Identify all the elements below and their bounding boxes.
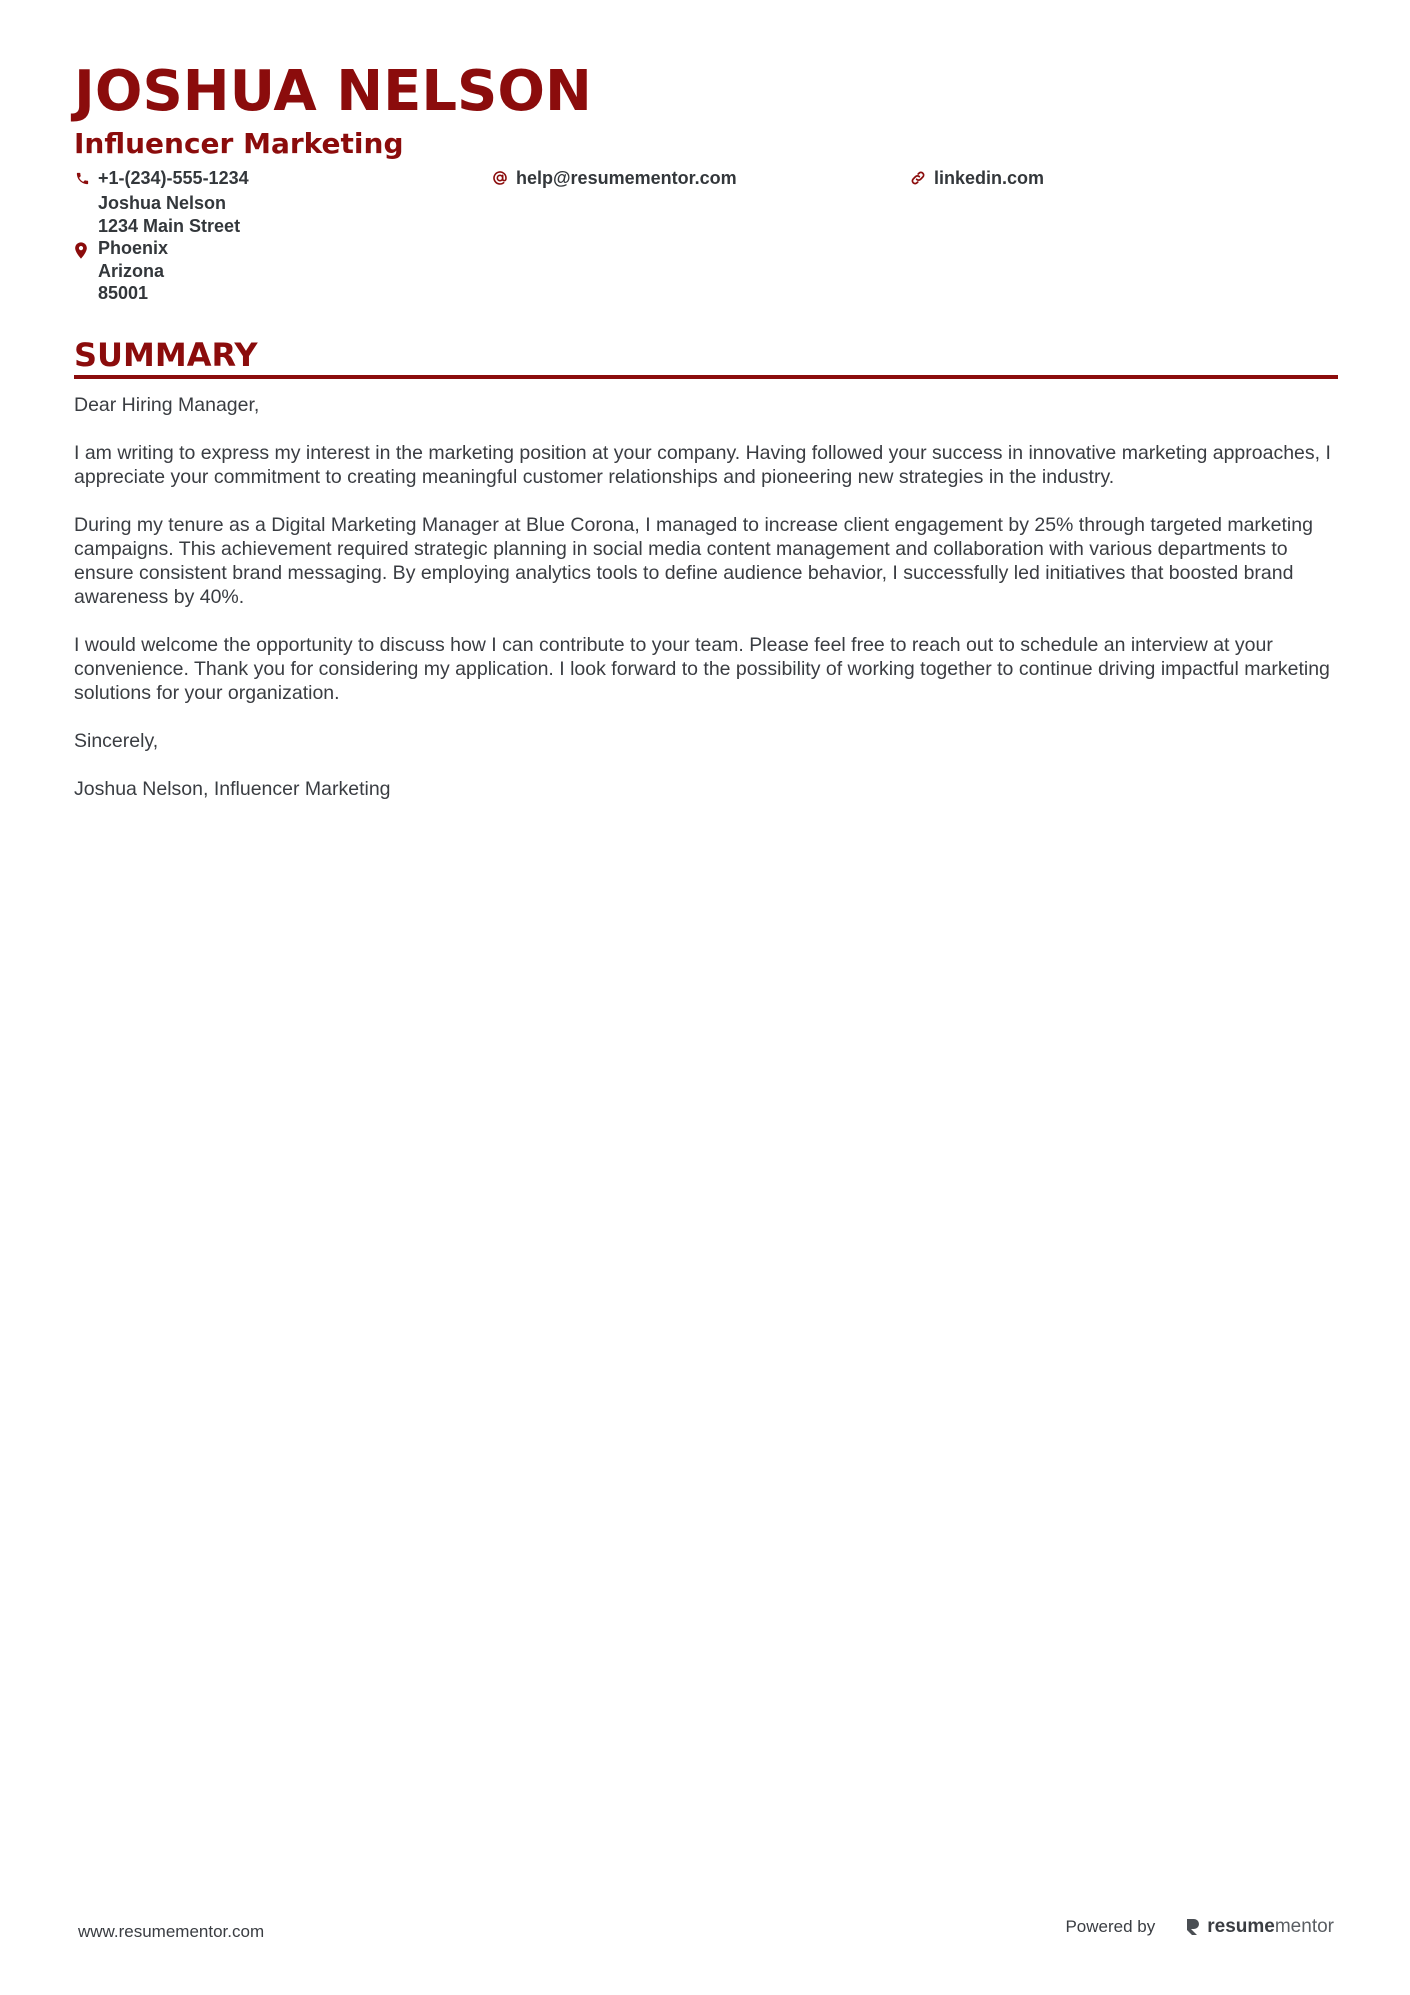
- brand-name-bold: resume: [1207, 1916, 1275, 1937]
- contact-email[interactable]: [492, 166, 737, 190]
- letter-signature: Joshua Nelson, Influencer Marketing: [74, 777, 391, 800]
- section-title-summary: SUMMARY: [74, 335, 258, 374]
- letter-paragraph: I am writing to express my interest in the marketing position at your company. Having followed your success in innovative marketing approaches, I appreciate your commitment to creating meaningful customer relationships and pioneering new strategies in the industry.: [74, 441, 1331, 488]
- address-line: 85001: [98, 283, 149, 303]
- letter-paragraph: During my tenure as a Digital Marketing Manager at Blue Corona, I managed to increase client engagement by 25% through targeted marketing campaigns. This achievement required strategic planning in social media content management and collaboration with various departments to ensure consistent brand messaging. By employing analytics tools to define audience behavior, I successfully led initiatives that boosted brand awareness by 40%.: [74, 513, 1313, 608]
- link-icon: [910, 170, 926, 186]
- contact-row: [74, 166, 1338, 190]
- address-line: Arizona: [98, 260, 165, 281]
- contact-address: [74, 192, 1338, 305]
- address-line: 1234 Main Street: [98, 215, 241, 236]
- at-icon: [492, 170, 508, 186]
- letter-closing: Sincerely,: [74, 729, 159, 752]
- resumementor-logo-icon: [1185, 1917, 1201, 1937]
- contact-phone[interactable]: [74, 166, 249, 190]
- footer-website-link[interactable]: www.resumementor.com: [78, 1922, 265, 1941]
- address-line: Phoenix: [98, 238, 169, 258]
- cover-letter-body: [74, 393, 1338, 801]
- candidate-name: JOSHUA NELSON: [74, 59, 592, 124]
- contact-website[interactable]: [910, 166, 1044, 190]
- footer-branding: [1065, 1916, 1334, 1938]
- phone-icon: [74, 170, 90, 186]
- letter-paragraph: I would welcome the opportunity to discuss how I can contribute to your team. Please feel free to reach out to schedule an interview at your convenience. Thank you for considering my application. I look forward to the possibility of working together to continue driving impactful marketing solutions for your organization.: [74, 633, 1330, 704]
- brand-name-light: mentor: [1274, 1916, 1334, 1937]
- letter-salutation: Dear Hiring Manager,: [74, 393, 260, 416]
- phone-text: +1-(234)-555-1234: [98, 168, 249, 188]
- website-text: linkedin.com: [934, 168, 1045, 188]
- candidate-role: Influencer Marketing: [74, 127, 404, 160]
- powered-by-label: Powered by: [1065, 1917, 1156, 1936]
- address-line: Joshua Nelson: [98, 193, 227, 213]
- brand-logo-link[interactable]: [1185, 1916, 1334, 1938]
- email-text: help@resumementor.com: [516, 168, 737, 188]
- resume-page: [74, 58, 1338, 825]
- map-pin-icon: [74, 242, 90, 260]
- section-divider: [74, 375, 1338, 379]
